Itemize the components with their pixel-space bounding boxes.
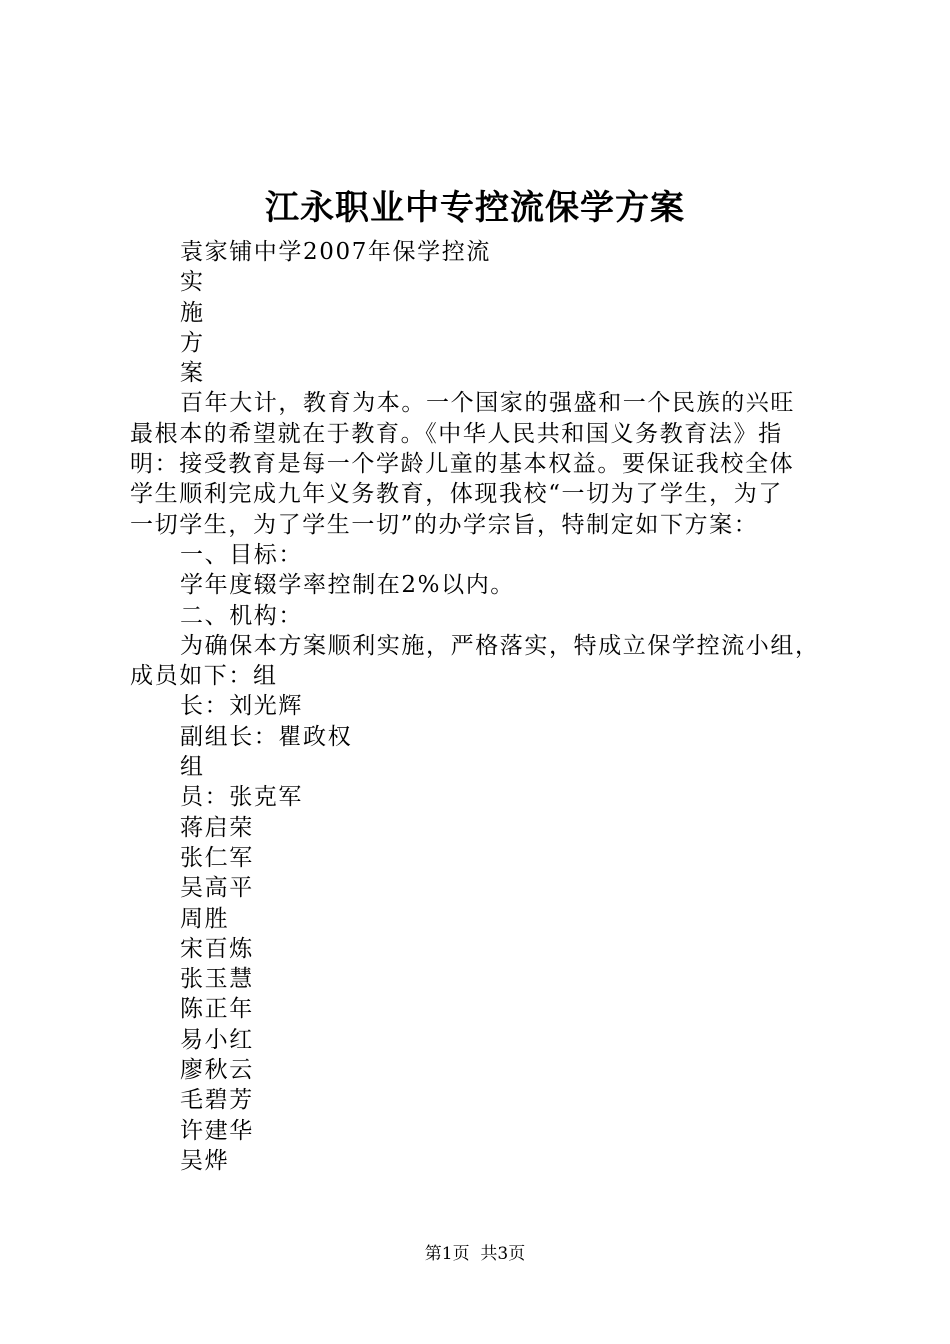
document-line: 方 (180, 329, 205, 356)
document-line: 组 (180, 754, 205, 781)
document-line: 长：刘光辉 (180, 693, 303, 720)
document-line: 副组长：瞿政权 (180, 723, 353, 750)
document-line: 宋百炼 (180, 935, 254, 962)
document-line: 吴烨 (180, 1147, 230, 1174)
document-line: 蒋启荣 (180, 814, 254, 841)
document-line: 毛碧芳 (180, 1087, 254, 1114)
document-line: 成员如下：组 (130, 663, 278, 690)
document-line: 二、机构： (180, 602, 303, 629)
document-line: 学生顺利完成九年义务教育，体现我校“一切为了学生，为了 (130, 481, 783, 508)
document-line: 一切学生，为了学生一切”的办学宗旨，特制定如下方案： (130, 511, 759, 538)
document-line: 学年度辍学率控制在2%以内。 (180, 572, 515, 599)
document-line: 吴高平 (180, 875, 254, 902)
document-title: 江永职业中专控流保学方案 (265, 188, 685, 228)
document-line: 周胜 (180, 905, 230, 932)
document-line: 案 (180, 360, 205, 387)
document-line: 员：张克军 (180, 784, 303, 811)
document-body (130, 237, 830, 1176)
document-line: 一、目标： (180, 541, 303, 568)
document-line: 百年大计，教育为本。一个国家的强盛和一个民族的兴旺 (180, 390, 795, 417)
document-line: 张仁军 (180, 844, 254, 871)
document-line: 最根本的希望就在于教育。《中华人民共和国义务教育法》指 (130, 420, 783, 447)
document-line: 明：接受教育是每一个学龄儿童的基本权益。要保证我校全体 (130, 451, 795, 478)
document-line: 实 (180, 269, 205, 296)
document-line: 施 (180, 299, 205, 326)
document-line: 张玉慧 (180, 966, 254, 993)
document-line: 陈正年 (180, 996, 254, 1023)
document-line: 为确保本方案顺利实施，严格落实，特成立保学控流小组， (180, 632, 820, 659)
document-line: 廖秋云 (180, 1057, 254, 1084)
document-line: 许建华 (180, 1117, 254, 1144)
page-footer: 第1页 共3页 (424, 1244, 526, 1264)
document-line: 易小红 (180, 1026, 254, 1053)
document-line: 袁家铺中学2007年保学控流 (180, 239, 491, 265)
